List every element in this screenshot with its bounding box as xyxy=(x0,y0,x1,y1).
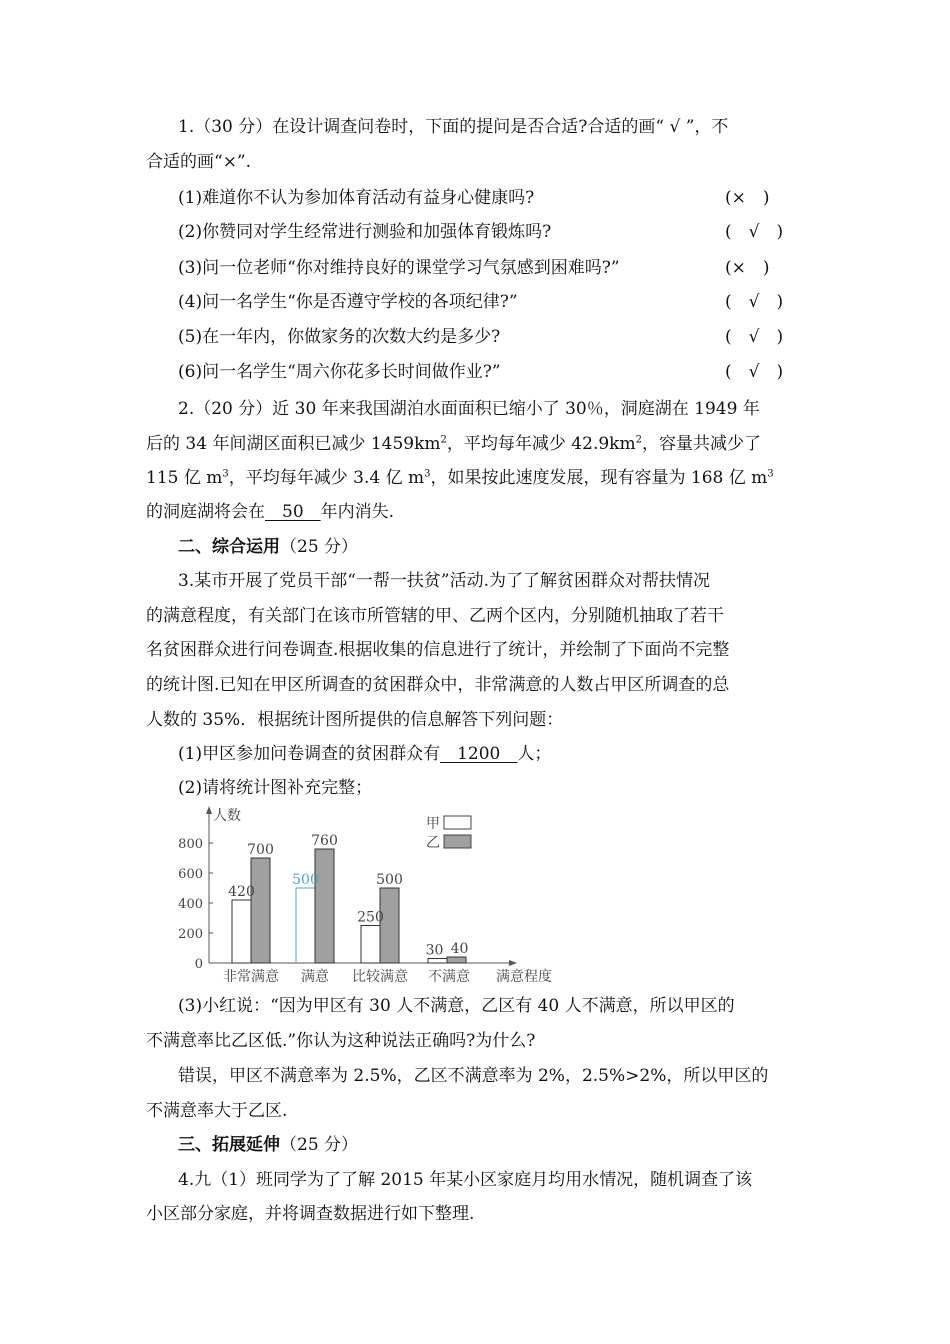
q3-part3-line2: 不满意率比乙区低.”你认为这种说法正确吗?为什么? xyxy=(146,1031,536,1051)
q1-item-4: (4)问一名学生“你是否遵守学校的各项纪律?” xyxy=(178,292,518,312)
q3-line5: 人数的 35%．根据统计图所提供的信息解答下列问题： xyxy=(146,710,564,730)
q1-answer-4: ( √ ) xyxy=(725,292,784,312)
q3-answer-1: 1200 xyxy=(440,744,518,764)
q1-intro-line1: 1.（30 分）在设计调查问卷时，下面的提问是否合适?合适的画“ √ ”，不 xyxy=(178,117,729,137)
q2-line2: 后的 34 年间湖区面积已减少 $1459km^2$，平均每年减少 $42.9km^2$，容量共减少了 xyxy=(146,434,761,454)
x-axis-arrow xyxy=(509,960,517,966)
q2-answer: 50 xyxy=(265,502,321,522)
q1-answer-5: ( √ ) xyxy=(725,327,784,347)
section-2-heading: 二、综合运用（25 分） xyxy=(178,537,359,557)
bar-jia-满意 xyxy=(296,888,315,963)
bar-jia-不满意 xyxy=(428,959,447,964)
y-tick-label: 0 xyxy=(194,957,203,972)
bar-chart xyxy=(165,800,585,990)
q3-line1: 3.某市开展了党员干部“一帮一扶贫”活动.为了了解贫困群众对帮扶情况 xyxy=(178,571,711,591)
bar-yi-非常满意 xyxy=(251,858,270,963)
y-axis-arrow xyxy=(206,806,212,814)
data-label-yi: 500 xyxy=(376,872,403,888)
data-label-yi: 700 xyxy=(247,842,274,858)
legend-label-yi: 乙 xyxy=(426,835,440,851)
q1-intro-line2: 合适的画“×”. xyxy=(146,152,252,172)
bar-jia-比较满意 xyxy=(361,926,380,964)
x-tick-label: 非常满意 xyxy=(223,969,279,985)
q1-item-1: (1)难道你不认为参加体育活动有益身心健康吗? xyxy=(178,188,535,208)
bar-yi-满意 xyxy=(315,849,334,963)
q1-answer-2: ( √ ) xyxy=(725,222,784,242)
q2-line3: 115 亿 $m^3$，平均每年减少 3.4 亿 $m^3$，如果按此速度发展，现有容量为 168 亿 $m^3$ xyxy=(146,468,774,488)
q3-answer-3-line1: 错误，甲区不满意率为 2.5%，乙区不满意率为 2%，2.5%>2%，所以甲区的 xyxy=(178,1066,769,1086)
bar-jia-非常满意 xyxy=(232,900,251,963)
q1-item-5: (5)在一年内，你做家务的次数大约是多少? xyxy=(178,327,501,347)
q1-item-3: (3)问一位老师“你对维持良好的课堂学习气氛感到困难吗?” xyxy=(178,258,620,278)
q2-line1: 2.（20 分）近 30 年来我国湖泊水面面积已缩小了 30％，洞庭湖在 1949 年 xyxy=(178,399,760,419)
y-axis-label: 人数 xyxy=(213,808,241,824)
q3-part2: (2)请将统计图补充完整； xyxy=(178,778,373,798)
x-tick-label: 比较满意 xyxy=(352,969,408,985)
data-label-jia: 30 xyxy=(425,942,444,959)
legend-swatch-jia xyxy=(444,816,471,829)
q3-part1: (1)甲区参加问卷调查的贫困群众有 1200 人； xyxy=(178,744,552,764)
q2-line4: 的洞庭湖将会在 50 年内消失. xyxy=(146,502,395,522)
data-label-yi: 40 xyxy=(450,941,469,957)
bar-yi-不满意 xyxy=(447,957,466,963)
q3-line2: 的满意程度，有关部门在该市所管辖的甲、乙两个区内，分别随机抽取了若干 xyxy=(146,606,724,626)
q1-answer-3: (× ) xyxy=(725,258,770,278)
q1-answer-1: (× ) xyxy=(725,188,770,208)
y-tick-label: 800 xyxy=(178,837,203,852)
section-3-heading: 三、拓展延伸（25 分） xyxy=(178,1135,359,1155)
data-label-jia: 250 xyxy=(357,909,384,926)
q3-part3-line1: (3)小红说：“因为甲区有 30 人不满意，乙区有 40 人不满意，所以甲区的 xyxy=(178,996,735,1016)
q4-line2: 小区部分家庭，并将调查数据进行如下整理. xyxy=(146,1204,475,1224)
data-label-jia: 500 xyxy=(292,872,319,888)
x-tick-label: 不满意 xyxy=(428,969,470,985)
bar-yi-比较满意 xyxy=(380,888,399,963)
x-tick-label: 满意 xyxy=(301,969,329,985)
q3-answer-3-line2: 不满意率大于乙区. xyxy=(146,1101,288,1121)
legend-label-jia: 甲 xyxy=(426,816,440,832)
q1-item-2: (2)你赞同对学生经常进行测验和加强体育锻炼吗? xyxy=(178,222,552,242)
q4-line1: 4.九（1）班同学为了了解 2015 年某小区家庭月均用水情况，随机调查了该 xyxy=(178,1170,753,1190)
q1-answer-6: ( √ ) xyxy=(725,362,784,382)
q3-line3: 名贫困群众进行问卷调查.根据收集的信息进行了统计，并绘制了下面尚不完整 xyxy=(146,640,730,660)
legend-swatch-yi xyxy=(444,835,471,848)
x-axis-label: 满意程度 xyxy=(496,969,552,985)
y-tick-label: 600 xyxy=(178,867,203,882)
data-label-yi: 760 xyxy=(311,833,338,849)
y-tick-label: 200 xyxy=(178,927,203,942)
q1-item-6: (6)问一名学生“周六你花多长时间做作业?” xyxy=(178,362,501,382)
data-label-jia: 420 xyxy=(228,884,255,900)
y-tick-label: 400 xyxy=(178,897,203,912)
q3-line4: 的统计图.已知在甲区所调查的贫困群众中，非常满意的人数占甲区所调查的总 xyxy=(146,675,730,695)
